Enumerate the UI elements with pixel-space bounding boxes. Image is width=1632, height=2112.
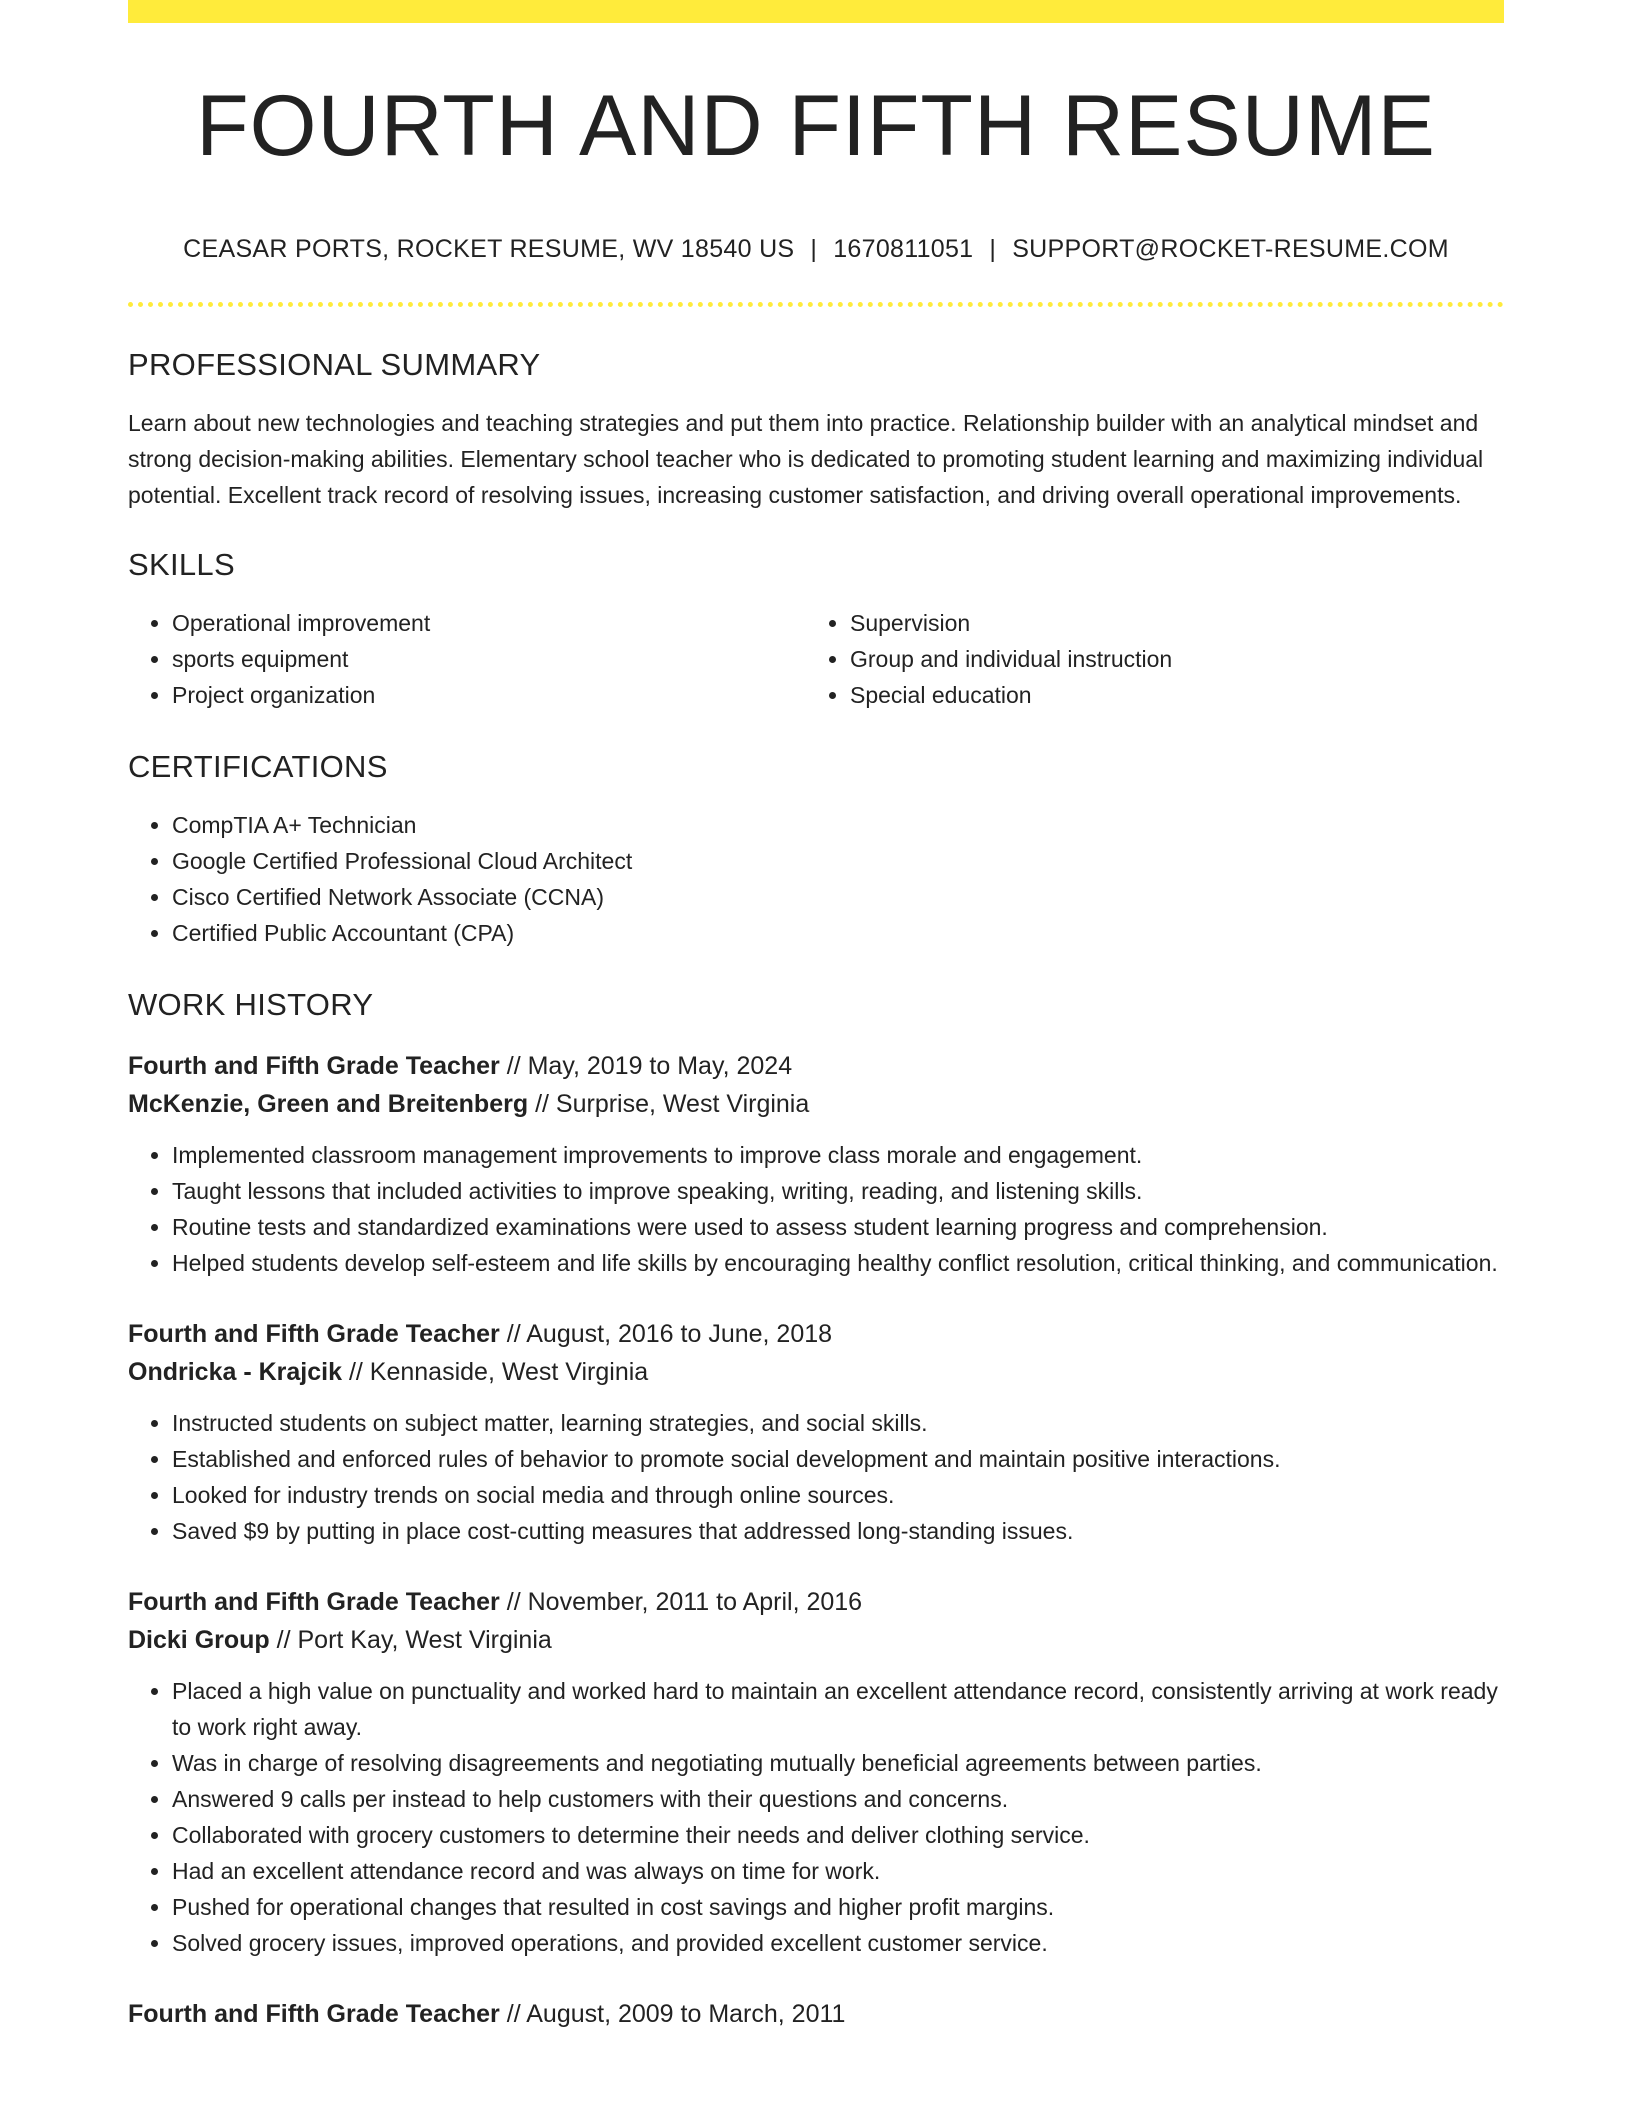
job-entry — [128, 1995, 1504, 2033]
job-company: Ondricka - Krajcik — [128, 1358, 342, 1386]
job-title-line — [128, 1315, 1504, 1353]
certification-item: • Google Certified Professional Cloud Architect — [172, 843, 1504, 879]
job-duty: • Was in charge of resolving disagreements and negotiating mutually beneficial agreements between parties. — [172, 1745, 1504, 1781]
job-duties-list — [128, 1405, 1504, 1549]
contact-phone: 1670811051 — [833, 235, 974, 263]
skill-item: • Special education — [850, 677, 1484, 713]
resume-page — [128, 0, 1504, 2033]
job-entry — [128, 1047, 1504, 1281]
job-divider: // — [506, 2000, 521, 2028]
job-divider: // — [348, 1358, 363, 1386]
certification-item: • CompTIA A+ Technician — [172, 807, 1504, 843]
contact-separator: | — [810, 235, 818, 263]
header-divider — [128, 302, 1504, 307]
job-duty: • Solved grocery issues, improved operations, and provided excellent customer service. — [172, 1925, 1504, 1961]
job-dates: November, 2011 to April, 2016 — [527, 1588, 863, 1616]
skills-heading: SKILLS — [128, 547, 235, 582]
contact-line — [128, 235, 1504, 264]
skill-item: • Supervision — [850, 605, 1484, 641]
job-divider: // — [506, 1588, 521, 1616]
job-divider: // — [506, 1052, 521, 1080]
certification-item: • Cisco Certified Network Associate (CCNA) — [172, 879, 1504, 915]
job-duty: • Pushed for operational changes that resulted in cost savings and higher profit margins. — [172, 1889, 1504, 1925]
job-company: Dicki Group — [128, 1626, 270, 1654]
job-duty: • Collaborated with grocery customers to determine their needs and deliver clothing service. — [172, 1817, 1504, 1853]
job-duty: • Helped students develop self-esteem and life skills by encouraging healthy conflict resolution, critical thinking, and communication. — [172, 1245, 1504, 1281]
job-dates: August, 2016 to June, 2018 — [526, 1320, 833, 1348]
skills-list-left — [128, 605, 806, 713]
contact-email: SUPPORT@ROCKET-RESUME.COM — [1012, 235, 1449, 263]
job-role: Fourth and Fifth Grade Teacher — [128, 1588, 500, 1616]
job-duty: • Implemented classroom management improvements to improve class morale and engagement. — [172, 1137, 1504, 1173]
accent-top-bar — [128, 0, 1504, 23]
job-location: Kennaside, West Virginia — [369, 1358, 649, 1386]
job-duties-list — [128, 1673, 1504, 1961]
job-entry — [128, 1315, 1504, 1549]
certifications-list — [128, 807, 1504, 951]
job-title-line — [128, 1995, 1504, 2033]
job-title-line — [128, 1583, 1504, 1621]
job-duty: • Routine tests and standardized examinations were used to assess student learning progress and comprehension. — [172, 1209, 1504, 1245]
job-company-line — [128, 1353, 1504, 1391]
skills-list-right — [806, 605, 1484, 713]
skill-item: • Group and individual instruction — [850, 641, 1484, 677]
job-divider: // — [535, 1090, 549, 1118]
certifications-heading: CERTIFICATIONS — [128, 749, 388, 784]
job-divider: // — [506, 1320, 521, 1348]
job-duties-list — [128, 1137, 1504, 1281]
skill-item: • Operational improvement — [172, 605, 806, 641]
job-role: Fourth and Fifth Grade Teacher — [128, 1320, 500, 1348]
job-location: Port Kay, West Virginia — [297, 1626, 552, 1654]
job-duty: • Instructed students on subject matter, learning strategies, and social skills. — [172, 1405, 1504, 1441]
skill-item: • Project organization — [172, 677, 806, 713]
job-duty: • Had an excellent attendance record and was always on time for work. — [172, 1853, 1504, 1889]
contact-separator: | — [989, 235, 997, 263]
job-location: Surprise, West Virginia — [555, 1090, 810, 1118]
job-role: Fourth and Fifth Grade Teacher — [128, 2000, 500, 2028]
job-company-line — [128, 1085, 1504, 1123]
job-entry — [128, 1583, 1504, 1961]
skills-grid — [128, 605, 1504, 713]
job-title-line — [128, 1047, 1504, 1085]
job-company: McKenzie, Green and Breitenberg — [128, 1090, 529, 1118]
job-divider: // — [276, 1626, 291, 1654]
job-duty: • Answered 9 calls per instead to help customers with their questions and concerns. — [172, 1781, 1504, 1817]
job-duty: • Saved $9 by putting in place cost-cutting measures that addressed long-standing issues. — [172, 1513, 1504, 1549]
resume-name: FOURTH AND FIFTH RESUME — [196, 78, 1436, 174]
job-duty: • Established and enforced rules of behavior to promote social development and maintain positive interactions. — [172, 1441, 1504, 1477]
job-duty: • Looked for industry trends on social media and through online sources. — [172, 1477, 1504, 1513]
summary-text: Learn about new technologies and teaching strategies and put them into practice. Relationship builder with an analytical mindset and strong decision-making abilities. Elementary school teacher who is dedicated to promoting student learning and maximizing individual potential. Excellent track record of resolving issues, increasing customer satisfaction, and driving overall operational improvements. — [128, 410, 1484, 508]
skill-item: • sports equipment — [172, 641, 806, 677]
certification-item: • Certified Public Accountant (CPA) — [172, 915, 1504, 951]
job-dates: May, 2019 to May, 2024 — [527, 1052, 793, 1080]
job-duty: • Taught lessons that included activities to improve speaking, writing, reading, and listening skills. — [172, 1173, 1504, 1209]
work-history-heading: WORK HISTORY — [128, 987, 374, 1022]
job-role: Fourth and Fifth Grade Teacher — [128, 1052, 500, 1080]
contact-address: CEASAR PORTS, ROCKET RESUME, WV 18540 US — [183, 235, 795, 263]
job-dates: August, 2009 to March, 2011 — [526, 2000, 846, 2028]
job-duty: • Placed a high value on punctuality and worked hard to maintain an excellent attendance record, consistently arriving at work ready to work right away. — [172, 1673, 1504, 1745]
summary-heading: PROFESSIONAL SUMMARY — [128, 347, 541, 382]
job-company-line — [128, 1621, 1504, 1659]
